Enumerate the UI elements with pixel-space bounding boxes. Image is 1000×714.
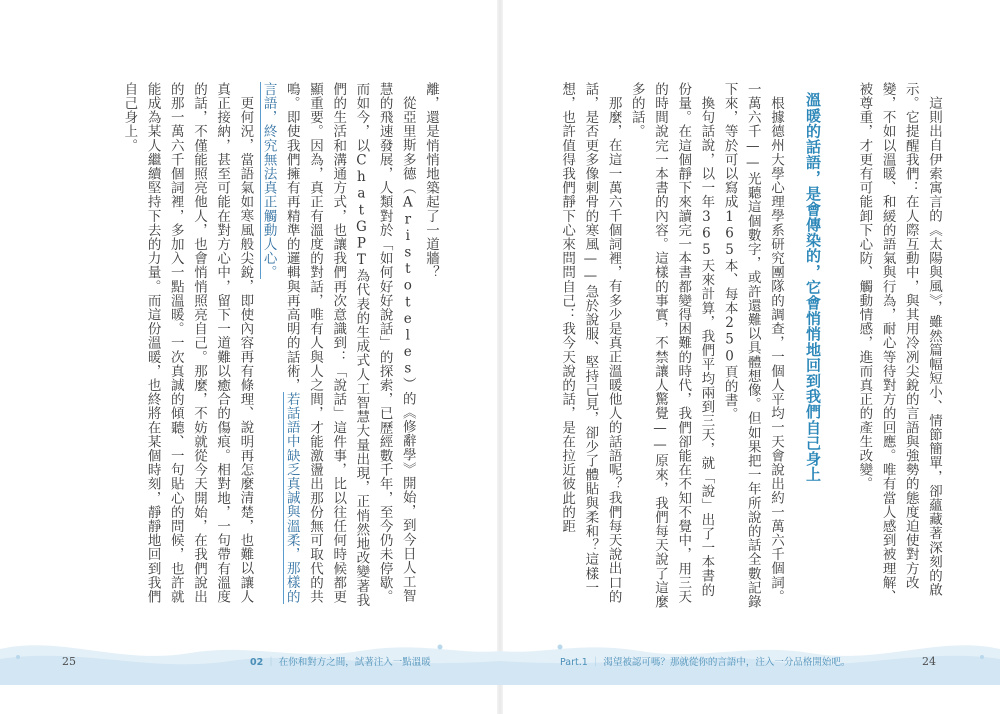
right-page-body-top: [852, 82, 945, 610]
left-paragraph-2-text: 從亞里斯多德（Aristoteles）的《修辭學》開始，到今日人工智慧的飛速發展，人類對於「如何好好說話」的探索，已歷經數千年，至今仍未停歇。而如今，以ChatGPT為代表的生成式人工智慧大量出現，正悄然地改變著我們的生活和溝通方式，也讓我們再次意識到：「說話」這件事，比以往任何時候都更顯重要。因為，真正有溫度的對話，唯有人與人之間，才能激盪出那份無可取代的共鳴。即使我們擁有再精準的邏輯與再高明的話術，: [283, 82, 416, 608]
section-heading: 溫暖的話語，是會傳染的，它會悄悄地回到我們自己身上: [804, 92, 822, 482]
chapter-title: 在你和對方之間，試著注入一點溫暖: [278, 657, 431, 668]
left-paragraph-1: 離，還是悄悄地築起了一道牆？: [423, 82, 439, 280]
right-paragraph-4: 那麼，在這一萬六千個詞裡，有多少是真正溫暖他人的話語呢？我們每天說出口的話，是否更多像刺骨的寒風——急於說服、堅持己見，卻少了體貼與柔和？這樣一想，也許值得我們靜下心來問問自己：我今天說的話，是在拉近彼此的距: [559, 82, 622, 604]
chapter-number: 02: [250, 657, 264, 668]
right-paragraph-1: 這則出自伊索寓言的《太陽與風》，雖然篇幅短小、情節簡單，卻蘊藏著深刻的啟示。它提醒我們：在人際互動中，與其用冷冽尖銳的言語與強勢的態度迫使對方改變，不如以溫暖、和緩的語氣與行為，耐心等待對方的回應。唯有當人感到被理解、被尊重，才更有可能卸下心防、觸動情感，進而真正的產生改變。: [856, 82, 942, 604]
right-paragraph-3: 換句話說，以一年365天來計算，我們平均兩到三天，就「說」出了一本書的份量。在這個靜下來讀完一本書都變得困難的時代，我們卻能在不知不覺中，用三天的時間說完一本書的內容。這樣的事實，不禁讓人驚覺——原來，我們每天說了這麼多的話。: [628, 82, 715, 609]
right-page-number: 24: [922, 655, 936, 668]
left-paragraph-2: [256, 82, 418, 610]
part-title: 渴望被認可嗎？那就從你的言語中，注入一分品格開始吧。: [603, 657, 851, 668]
left-page-body: [117, 82, 442, 610]
right-running-head: Part.1 ｜ 渴望被認可嗎？那就從你的言語中，注入一分品格開始吧。: [560, 657, 851, 668]
left-paragraph-2-emphasis: 若話語中缺乏真誠與溫柔，那樣的言語，終究無法真正觸動人心。: [260, 82, 300, 604]
left-running-head: 02 ｜ 在你和對方之間，試著注入一點溫暖: [250, 657, 431, 668]
right-paragraph-2: 根據德州大學心理學系研究團隊的調查，一個人平均一天會說出約一萬六千個詞。一萬六千——光聽這個數字，或許還難以具體想像。但如果把一年所說的話全數記錄下來，等於可以寫成165本、每本250頁的書。: [721, 82, 784, 609]
left-paragraph-3: 更何況，當語氣如寒風般尖銳，即使內容再有條理、說明再怎麼清楚，也難以讓人真正接納，甚至可能在對方心中，留下一道難以癒合的傷痕。相對地，一句帶有溫度的話，不僅能照亮他人，也會悄悄照亮自己。那麼，不妨就從今天開始，在我們說出的那一萬六千個詞裡，多加入一點溫暖。一次真誠的傾聽、一句貼心的問候，也許就能成為某人繼續堅持下去的力量。而這份溫暖，也終將在某個時刻，靜靜地回到我們自己身上。: [121, 82, 254, 604]
part-label: Part.1: [560, 657, 588, 668]
right-page-body-bottom: [555, 82, 787, 610]
left-page-number: 25: [62, 655, 76, 668]
right-page: [500, 0, 1000, 714]
